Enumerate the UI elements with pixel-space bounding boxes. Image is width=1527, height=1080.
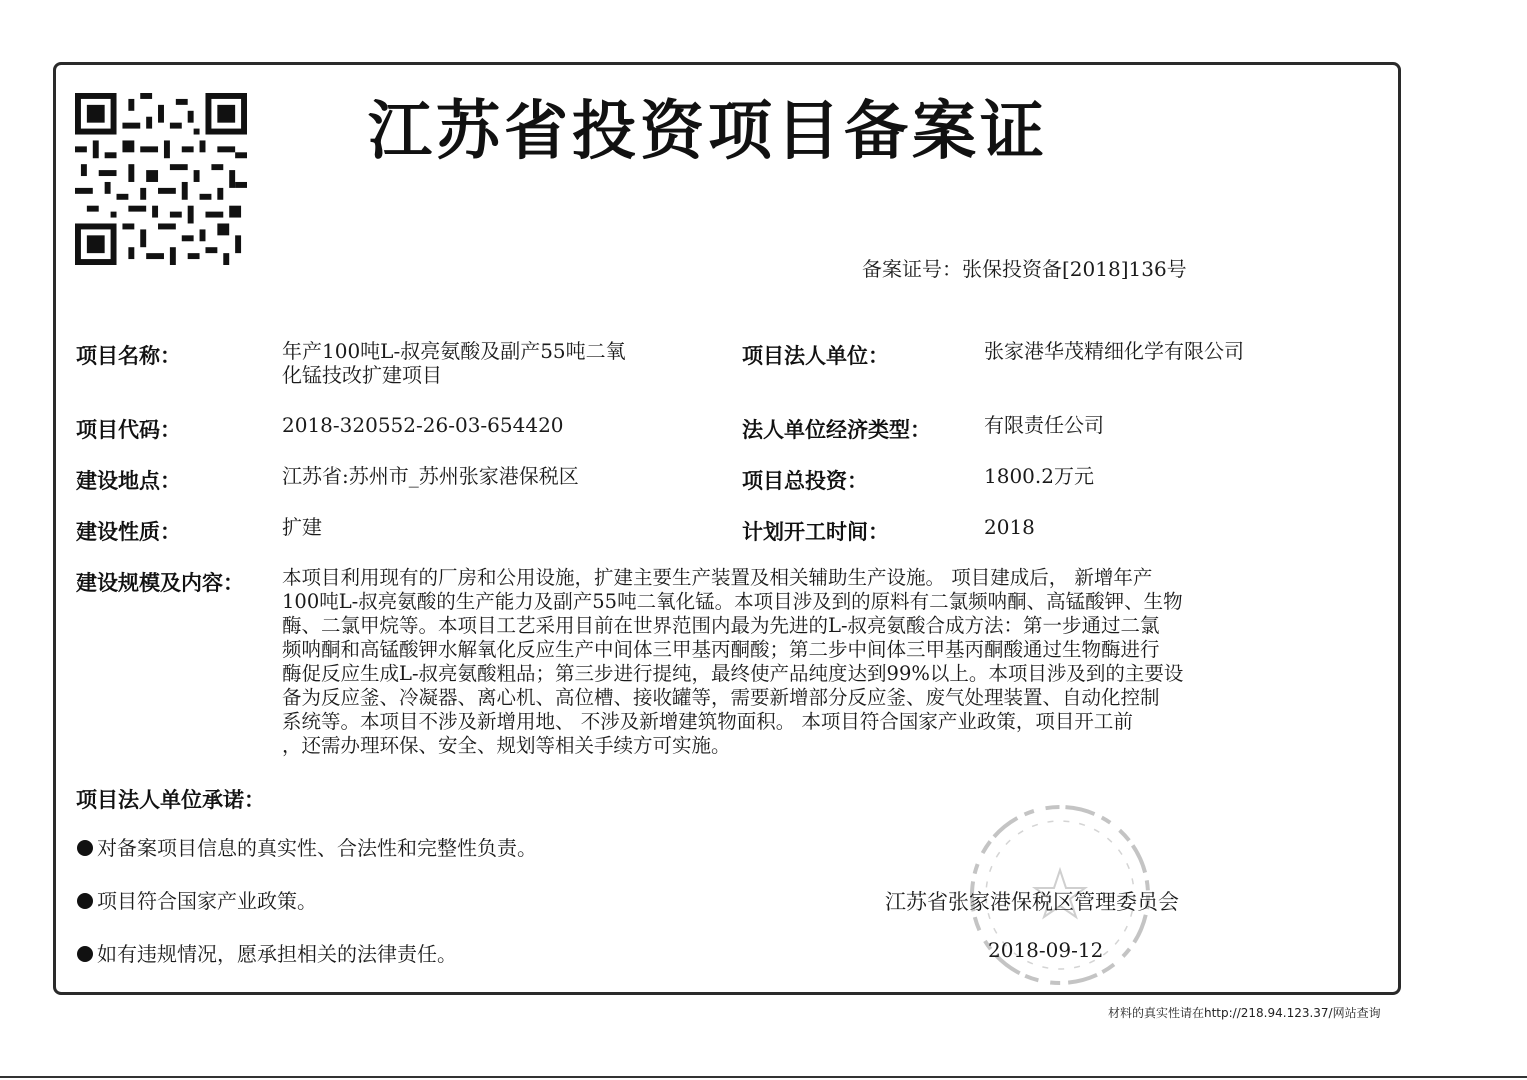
issue-date: 2018-09-12: [988, 938, 1104, 962]
scope-line: 本项目利用现有的厂房和公用设施，扩建主要生产装置及相关辅助生产设施。 项目建成后， 新增年产: [282, 566, 1153, 589]
location-value: 江苏省:苏州市_苏州张家港保税区: [282, 464, 579, 488]
project-name-line1: 年产100吨L-叔亮氨酸及副产55吨二氧: [282, 339, 626, 363]
total-investment-value: 1800.2万元: [984, 464, 1094, 488]
scope-line: 频呐酮和高锰酸钾水解氧化反应生产中间体三甲基丙酮酸；第二步中间体三甲基丙酮酸通过生物酶进行: [282, 638, 1160, 661]
bullet-icon: [77, 840, 93, 856]
certificate-title: 江苏省投资项目备案证: [368, 95, 1048, 169]
total-investment-label: 项目总投资：: [742, 469, 868, 493]
scope-line: ，还需办理环保、安全、规划等相关手续方可实施。: [282, 734, 731, 757]
project-name-label: 项目名称：: [76, 344, 181, 368]
commitment-item: [77, 832, 537, 861]
scope-line: 系统等。本项目不涉及新增用地、 不涉及新增建筑物面积。 本项目符合国家产业政策，项目开工前: [282, 710, 1133, 733]
verification-note: 材料的真实性请在http://218.94.123.37/网站查询: [1108, 1006, 1381, 1020]
commitment-text: 对备案项目信息的真实性、合法性和完整性负责。: [97, 836, 537, 860]
project-code-label: 项目代码：: [76, 418, 181, 442]
start-time-label: 计划开工时间：: [742, 520, 889, 544]
commitment-item: [77, 938, 457, 967]
commitment-label: 项目法人单位承诺：: [76, 788, 265, 812]
scope-line: 备为反应釜、冷凝器、离心机、高位槽、接收罐等，需要新增部分反应釜、废气处理装置、自动化控制: [282, 686, 1160, 709]
commitment-item: [77, 885, 317, 914]
nature-value: 扩建: [282, 515, 322, 539]
qr-code-icon: [75, 93, 247, 265]
bullet-icon: [77, 946, 93, 962]
scope-line: 酶、二氯甲烷等。本项目工艺采用目前在世界范围内最为先进的L-叔亮氨酸合成方法：第一步通过二氯: [282, 614, 1160, 637]
scope-line: 100吨L-叔亮氨酸的生产能力及副产55吨二氧化锰。本项目涉及到的原料有二氯频呐酮、高锰酸钾、生物: [282, 590, 1183, 613]
commitment-text: 如有违规情况，愿承担相关的法律责任。: [97, 942, 457, 966]
nature-label: 建设性质：: [76, 520, 181, 544]
project-code-value: 2018-320552-26-03-654420: [282, 413, 564, 437]
certificate-number: 备案证号：张保投资备[2018]136号: [862, 257, 1187, 281]
scope-text: [282, 566, 1352, 758]
scope-label: 建设规模及内容：: [76, 571, 244, 595]
economic-type-value: 有限责任公司: [984, 413, 1104, 437]
bullet-icon: [77, 893, 93, 909]
bottom-rule: [0, 1076, 1527, 1078]
economic-type-label: 法人单位经济类型：: [742, 418, 931, 442]
legal-entity-value: 张家港华茂精细化学有限公司: [984, 339, 1244, 363]
location-label: 建设地点：: [76, 469, 181, 493]
issuing-authority: 江苏省张家港保税区管理委员会: [885, 890, 1179, 914]
scope-line: 酶促反应生成L-叔亮氨酸粗品；第三步进行提纯，最终使产品纯度达到99%以上。本项目涉及到的主要设: [282, 662, 1184, 685]
legal-entity-label: 项目法人单位：: [742, 344, 889, 368]
start-time-value: 2018: [984, 515, 1035, 539]
project-name-line2: 化锰技改扩建项目: [282, 363, 442, 387]
commitment-text: 项目符合国家产业政策。: [97, 889, 317, 913]
